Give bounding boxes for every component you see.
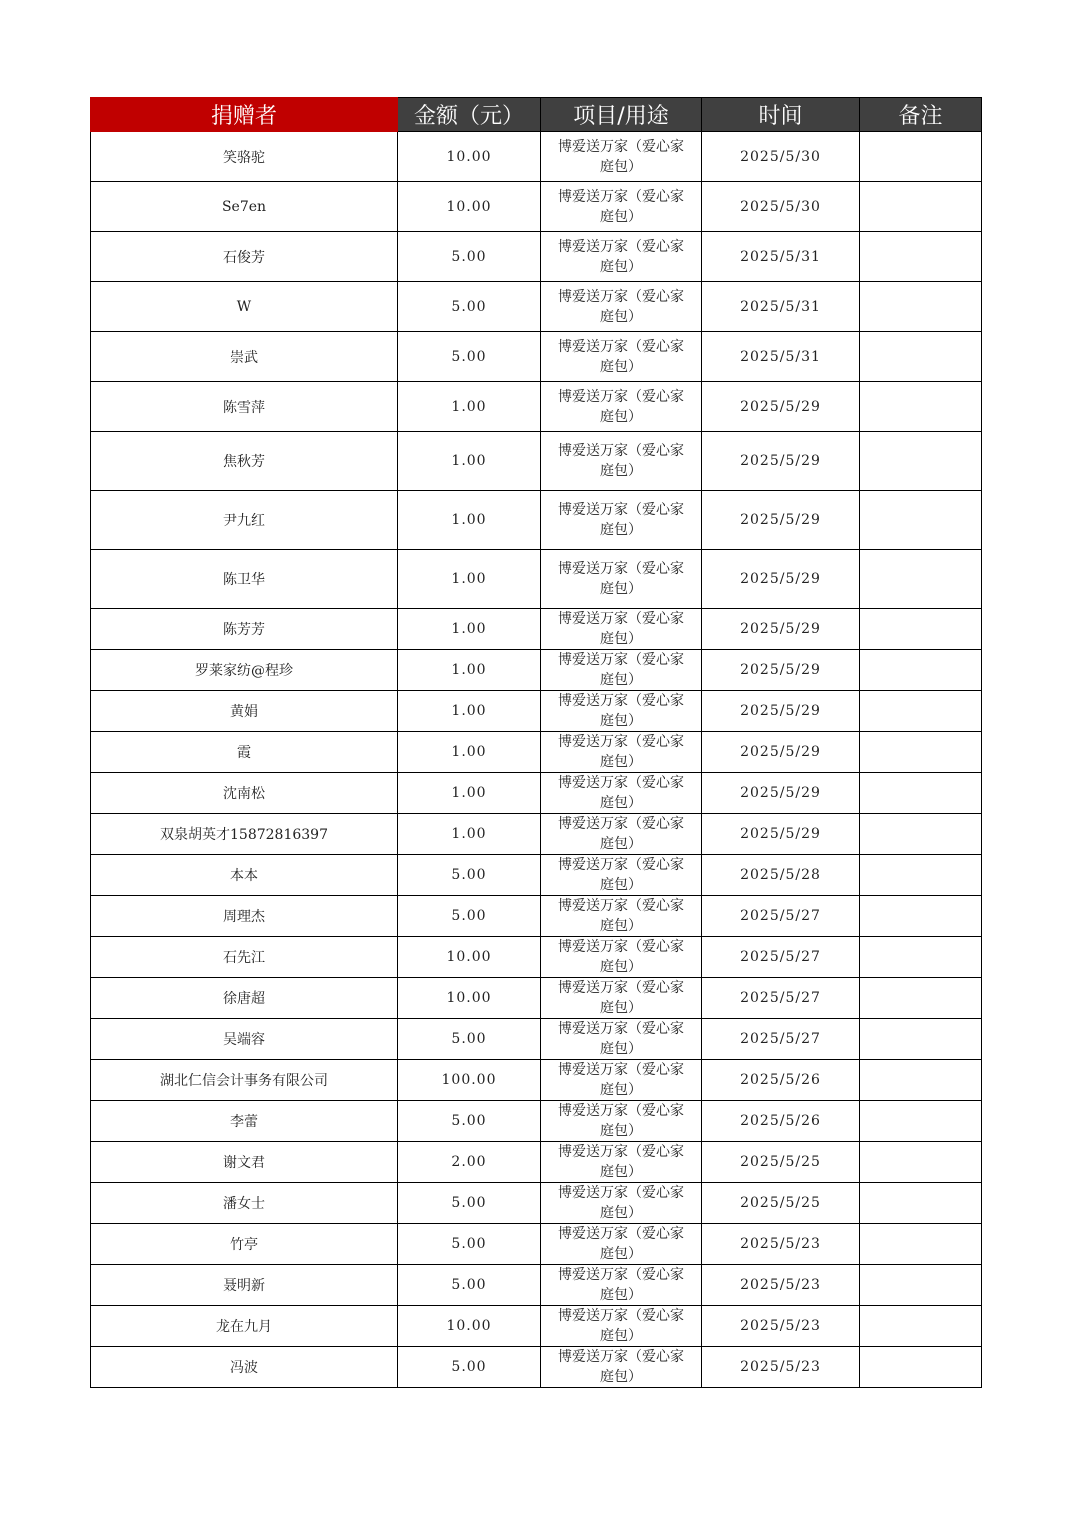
note-cell (860, 937, 982, 978)
project-cell (541, 650, 702, 691)
donor-cell: 罗莱家纺@程珍 (91, 650, 398, 691)
project-line-2: 庭包） (600, 959, 642, 975)
project-line-2: 庭包） (600, 358, 642, 375)
header-time: 时间 (702, 98, 860, 132)
project-cell (541, 1224, 702, 1265)
project-cell (541, 773, 702, 814)
project-line-2: 庭包） (600, 1287, 642, 1303)
project-cell (541, 937, 702, 978)
project-line-2: 庭包） (600, 463, 642, 479)
time-cell: 2025/5/27 (702, 937, 860, 978)
amount-cell: 10.00 (398, 132, 541, 182)
table-row (91, 978, 982, 1019)
note-cell (860, 491, 982, 550)
project-line-2: 庭包） (600, 1328, 642, 1344)
note-cell (860, 1183, 982, 1224)
donor-cell: 周理杰 (91, 896, 398, 937)
project-line-1: 博爱送万家（爱心家 (558, 775, 684, 791)
time-cell: 2025/5/27 (702, 1019, 860, 1060)
time-cell: 2025/5/31 (702, 282, 860, 332)
table-header-row (91, 98, 982, 132)
project-line-1: 博爱送万家（爱心家 (558, 1267, 684, 1283)
donor-cell: 谢文君 (91, 1142, 398, 1183)
project-line-1: 博爱送万家（爱心家 (558, 652, 684, 668)
time-cell: 2025/5/29 (702, 550, 860, 609)
time-cell: 2025/5/31 (702, 232, 860, 282)
table-row (91, 1060, 982, 1101)
time-cell: 2025/5/29 (702, 773, 860, 814)
project-line-1: 博爱送万家（爱心家 (558, 388, 684, 405)
amount-cell: 5.00 (398, 855, 541, 896)
note-cell (860, 282, 982, 332)
amount-cell: 5.00 (398, 1347, 541, 1388)
note-cell (860, 691, 982, 732)
table-row (91, 814, 982, 855)
project-line-1: 博爱送万家（爱心家 (558, 188, 684, 205)
amount-cell: 5.00 (398, 896, 541, 937)
table-row (91, 937, 982, 978)
time-cell: 2025/5/26 (702, 1060, 860, 1101)
note-cell (860, 332, 982, 382)
project-line-1: 博爱送万家（爱心家 (558, 898, 684, 914)
project-line-2: 庭包） (600, 522, 642, 538)
project-cell (541, 814, 702, 855)
project-line-1: 博爱送万家（爱心家 (558, 1021, 684, 1037)
header-donor: 捐赠者 (91, 98, 398, 132)
donor-cell: 崇武 (91, 332, 398, 382)
project-line-1: 博爱送万家（爱心家 (558, 1349, 684, 1365)
note-cell (860, 182, 982, 232)
amount-cell: 1.00 (398, 432, 541, 491)
project-line-1: 博爱送万家（爱心家 (558, 1185, 684, 1201)
donor-cell: 陈芳芳 (91, 609, 398, 650)
project-cell (541, 609, 702, 650)
donor-cell: 龙在九月 (91, 1306, 398, 1347)
project-cell (541, 691, 702, 732)
donor-cell: 吴端容 (91, 1019, 398, 1060)
header-note: 备注 (860, 98, 982, 132)
note-cell (860, 432, 982, 491)
donor-cell: 竹亭 (91, 1224, 398, 1265)
time-cell: 2025/5/25 (702, 1183, 860, 1224)
project-cell (541, 382, 702, 432)
donor-cell: 沈南松 (91, 773, 398, 814)
time-cell: 2025/5/23 (702, 1224, 860, 1265)
donor-cell: 黄娟 (91, 691, 398, 732)
project-line-1: 博爱送万家（爱心家 (558, 1226, 684, 1242)
project-cell (541, 1183, 702, 1224)
table-row (91, 609, 982, 650)
amount-cell: 5.00 (398, 232, 541, 282)
donor-cell: 潘女士 (91, 1183, 398, 1224)
amount-cell: 1.00 (398, 691, 541, 732)
project-cell (541, 1142, 702, 1183)
table-row (91, 491, 982, 550)
time-cell: 2025/5/29 (702, 650, 860, 691)
note-cell (860, 1306, 982, 1347)
project-line-1: 博爱送万家（爱心家 (558, 502, 684, 518)
table-row (91, 1183, 982, 1224)
donor-cell: 本本 (91, 855, 398, 896)
project-cell (541, 332, 702, 382)
project-line-2: 庭包） (600, 918, 642, 934)
project-line-1: 博爱送万家（爱心家 (558, 857, 684, 873)
project-line-2: 庭包） (600, 1164, 642, 1180)
amount-cell: 5.00 (398, 282, 541, 332)
table-row (91, 132, 982, 182)
project-cell (541, 732, 702, 773)
amount-cell: 1.00 (398, 732, 541, 773)
note-cell (860, 132, 982, 182)
project-line-2: 庭包） (600, 713, 642, 729)
time-cell: 2025/5/25 (702, 1142, 860, 1183)
project-line-2: 庭包） (600, 754, 642, 770)
project-line-1: 博爱送万家（爱心家 (558, 734, 684, 750)
project-line-2: 庭包） (600, 1123, 642, 1139)
project-line-1: 博爱送万家（爱心家 (558, 816, 684, 832)
time-cell: 2025/5/30 (702, 132, 860, 182)
header-project: 项目/用途 (541, 98, 702, 132)
project-line-2: 庭包） (600, 208, 642, 225)
project-line-2: 庭包） (600, 158, 642, 175)
project-cell (541, 1019, 702, 1060)
project-line-1: 博爱送万家（爱心家 (558, 693, 684, 709)
project-line-2: 庭包） (600, 795, 642, 811)
note-cell (860, 896, 982, 937)
project-cell (541, 132, 702, 182)
amount-cell: 1.00 (398, 609, 541, 650)
project-line-1: 博爱送万家（爱心家 (558, 288, 684, 305)
donor-cell: 聂明新 (91, 1265, 398, 1306)
project-line-2: 庭包） (600, 631, 642, 647)
amount-cell: 1.00 (398, 650, 541, 691)
project-line-1: 博爱送万家（爱心家 (558, 939, 684, 955)
project-cell (541, 232, 702, 282)
donation-table-container (90, 97, 982, 1388)
amount-cell: 10.00 (398, 182, 541, 232)
project-line-2: 庭包） (600, 1246, 642, 1262)
amount-cell: 1.00 (398, 491, 541, 550)
donor-cell: 李蕾 (91, 1101, 398, 1142)
table-row (91, 773, 982, 814)
table-row (91, 332, 982, 382)
note-cell (860, 1101, 982, 1142)
note-cell (860, 773, 982, 814)
donation-table (90, 97, 982, 1388)
note-cell (860, 1060, 982, 1101)
table-row (91, 382, 982, 432)
table-row (91, 182, 982, 232)
project-line-1: 博爱送万家（爱心家 (558, 1062, 684, 1078)
time-cell: 2025/5/27 (702, 896, 860, 937)
note-cell (860, 1347, 982, 1388)
amount-cell: 2.00 (398, 1142, 541, 1183)
time-cell: 2025/5/29 (702, 609, 860, 650)
note-cell (860, 1224, 982, 1265)
amount-cell: 100.00 (398, 1060, 541, 1101)
project-cell (541, 896, 702, 937)
time-cell: 2025/5/27 (702, 978, 860, 1019)
donor-cell: 石先江 (91, 937, 398, 978)
time-cell: 2025/5/31 (702, 332, 860, 382)
project-cell (541, 978, 702, 1019)
project-cell (541, 1101, 702, 1142)
table-row (91, 432, 982, 491)
donor-cell: 笑骆驼 (91, 132, 398, 182)
project-cell (541, 550, 702, 609)
amount-cell: 5.00 (398, 1183, 541, 1224)
project-line-2: 庭包） (600, 581, 642, 597)
table-row (91, 691, 982, 732)
project-cell (541, 1306, 702, 1347)
donor-cell: Se7en (91, 182, 398, 232)
time-cell: 2025/5/29 (702, 432, 860, 491)
project-cell (541, 282, 702, 332)
project-line-2: 庭包） (600, 258, 642, 275)
note-cell (860, 1019, 982, 1060)
project-line-1: 博爱送万家（爱心家 (558, 611, 684, 627)
time-cell: 2025/5/26 (702, 1101, 860, 1142)
project-line-2: 庭包） (600, 1369, 642, 1385)
time-cell: 2025/5/29 (702, 491, 860, 550)
project-line-1: 博爱送万家（爱心家 (558, 238, 684, 255)
table-row (91, 1101, 982, 1142)
time-cell: 2025/5/23 (702, 1347, 860, 1388)
time-cell: 2025/5/23 (702, 1265, 860, 1306)
project-line-1: 博爱送万家（爱心家 (558, 980, 684, 996)
amount-cell: 5.00 (398, 1019, 541, 1060)
project-cell (541, 1060, 702, 1101)
project-line-2: 庭包） (600, 836, 642, 852)
note-cell (860, 650, 982, 691)
table-row (91, 732, 982, 773)
project-cell (541, 1347, 702, 1388)
donor-cell: 陈雪萍 (91, 382, 398, 432)
time-cell: 2025/5/30 (702, 182, 860, 232)
project-line-1: 博爱送万家（爱心家 (558, 1144, 684, 1160)
amount-cell: 10.00 (398, 1306, 541, 1347)
donor-cell: 石俊芳 (91, 232, 398, 282)
donor-cell: 尹九红 (91, 491, 398, 550)
amount-cell: 1.00 (398, 550, 541, 609)
table-row (91, 1224, 982, 1265)
note-cell (860, 855, 982, 896)
amount-cell: 1.00 (398, 382, 541, 432)
project-cell (541, 855, 702, 896)
table-row (91, 282, 982, 332)
time-cell: 2025/5/29 (702, 691, 860, 732)
amount-cell: 1.00 (398, 773, 541, 814)
project-cell (541, 1265, 702, 1306)
amount-cell: 10.00 (398, 978, 541, 1019)
header-amount: 金额（元） (398, 98, 541, 132)
project-line-2: 庭包） (600, 1041, 642, 1057)
table-row (91, 1306, 982, 1347)
note-cell (860, 814, 982, 855)
amount-cell: 5.00 (398, 1101, 541, 1142)
project-line-2: 庭包） (600, 1205, 642, 1221)
project-line-1: 博爱送万家（爱心家 (558, 1308, 684, 1324)
project-line-1: 博爱送万家（爱心家 (558, 138, 684, 155)
note-cell (860, 609, 982, 650)
time-cell: 2025/5/29 (702, 814, 860, 855)
donor-cell: W (91, 282, 398, 332)
amount-cell: 5.00 (398, 1265, 541, 1306)
donor-cell: 湖北仁信会计事务有限公司 (91, 1060, 398, 1101)
time-cell: 2025/5/29 (702, 732, 860, 773)
table-row (91, 232, 982, 282)
project-line-2: 庭包） (600, 308, 642, 325)
donor-cell: 陈卫华 (91, 550, 398, 609)
project-line-2: 庭包） (600, 877, 642, 893)
donor-cell: 焦秋芳 (91, 432, 398, 491)
project-cell (541, 182, 702, 232)
amount-cell: 5.00 (398, 332, 541, 382)
note-cell (860, 232, 982, 282)
note-cell (860, 978, 982, 1019)
project-line-2: 庭包） (600, 672, 642, 688)
donor-cell: 徐唐超 (91, 978, 398, 1019)
note-cell (860, 1142, 982, 1183)
time-cell: 2025/5/23 (702, 1306, 860, 1347)
table-row (91, 896, 982, 937)
note-cell (860, 382, 982, 432)
amount-cell: 1.00 (398, 814, 541, 855)
project-line-2: 庭包） (600, 408, 642, 425)
project-line-1: 博爱送万家（爱心家 (558, 1103, 684, 1119)
donor-cell: 冯波 (91, 1347, 398, 1388)
table-row (91, 550, 982, 609)
table-row (91, 855, 982, 896)
donor-cell: 霞 (91, 732, 398, 773)
project-line-1: 博爱送万家（爱心家 (558, 443, 684, 459)
table-row (91, 1019, 982, 1060)
amount-cell: 10.00 (398, 937, 541, 978)
note-cell (860, 732, 982, 773)
amount-cell: 5.00 (398, 1224, 541, 1265)
table-row (91, 1265, 982, 1306)
table-row (91, 1142, 982, 1183)
project-line-1: 博爱送万家（爱心家 (558, 338, 684, 355)
project-cell (541, 491, 702, 550)
project-cell (541, 432, 702, 491)
project-line-2: 庭包） (600, 1000, 642, 1016)
note-cell (860, 550, 982, 609)
table-row (91, 650, 982, 691)
project-line-2: 庭包） (600, 1082, 642, 1098)
time-cell: 2025/5/29 (702, 382, 860, 432)
project-line-1: 博爱送万家（爱心家 (558, 561, 684, 577)
donor-cell: 双泉胡英才15872816397 (91, 814, 398, 855)
table-row (91, 1347, 982, 1388)
time-cell: 2025/5/28 (702, 855, 860, 896)
note-cell (860, 1265, 982, 1306)
